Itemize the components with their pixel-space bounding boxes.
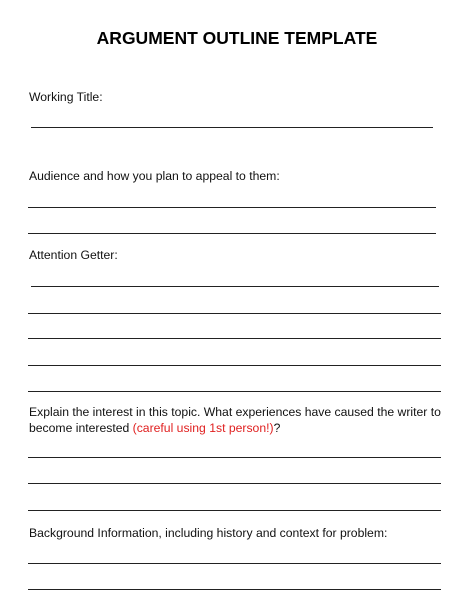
background-info-answer-line-2[interactable] xyxy=(28,589,441,590)
attention-getter-answer-line-3[interactable] xyxy=(28,338,441,339)
working-title-label: Working Title: xyxy=(29,90,103,104)
interest-answer-line-2[interactable] xyxy=(28,483,441,484)
interest-answer-line-1[interactable] xyxy=(28,457,441,458)
interest-label-suffix: ? xyxy=(273,421,281,435)
attention-getter-answer-line-4[interactable] xyxy=(28,365,441,366)
background-info-label: Background Information, including history and context for problem: xyxy=(29,526,388,540)
interest-answer-line-3[interactable] xyxy=(28,510,441,511)
audience-answer-line-2[interactable] xyxy=(28,233,436,234)
attention-getter-answer-line-5[interactable] xyxy=(28,391,441,392)
interest-label-prefix: become interested xyxy=(29,421,133,435)
working-title-answer-line[interactable] xyxy=(31,127,433,128)
attention-getter-answer-line-1[interactable] xyxy=(31,286,439,287)
attention-getter-label: Attention Getter: xyxy=(29,248,118,262)
careful-first-person-note: (careful using 1st person!) xyxy=(132,421,274,435)
background-info-answer-line-1[interactable] xyxy=(28,563,441,564)
interest-label-line-2 xyxy=(29,420,280,436)
audience-label: Audience and how you plan to appeal to them: xyxy=(29,169,280,183)
audience-answer-line-1[interactable] xyxy=(28,207,436,208)
attention-getter-answer-line-2[interactable] xyxy=(28,313,441,314)
document-title: ARGUMENT OUTLINE TEMPLATE xyxy=(96,28,378,48)
interest-label-line-1: Explain the interest in this topic. What experiences have caused the writer to xyxy=(29,405,441,419)
